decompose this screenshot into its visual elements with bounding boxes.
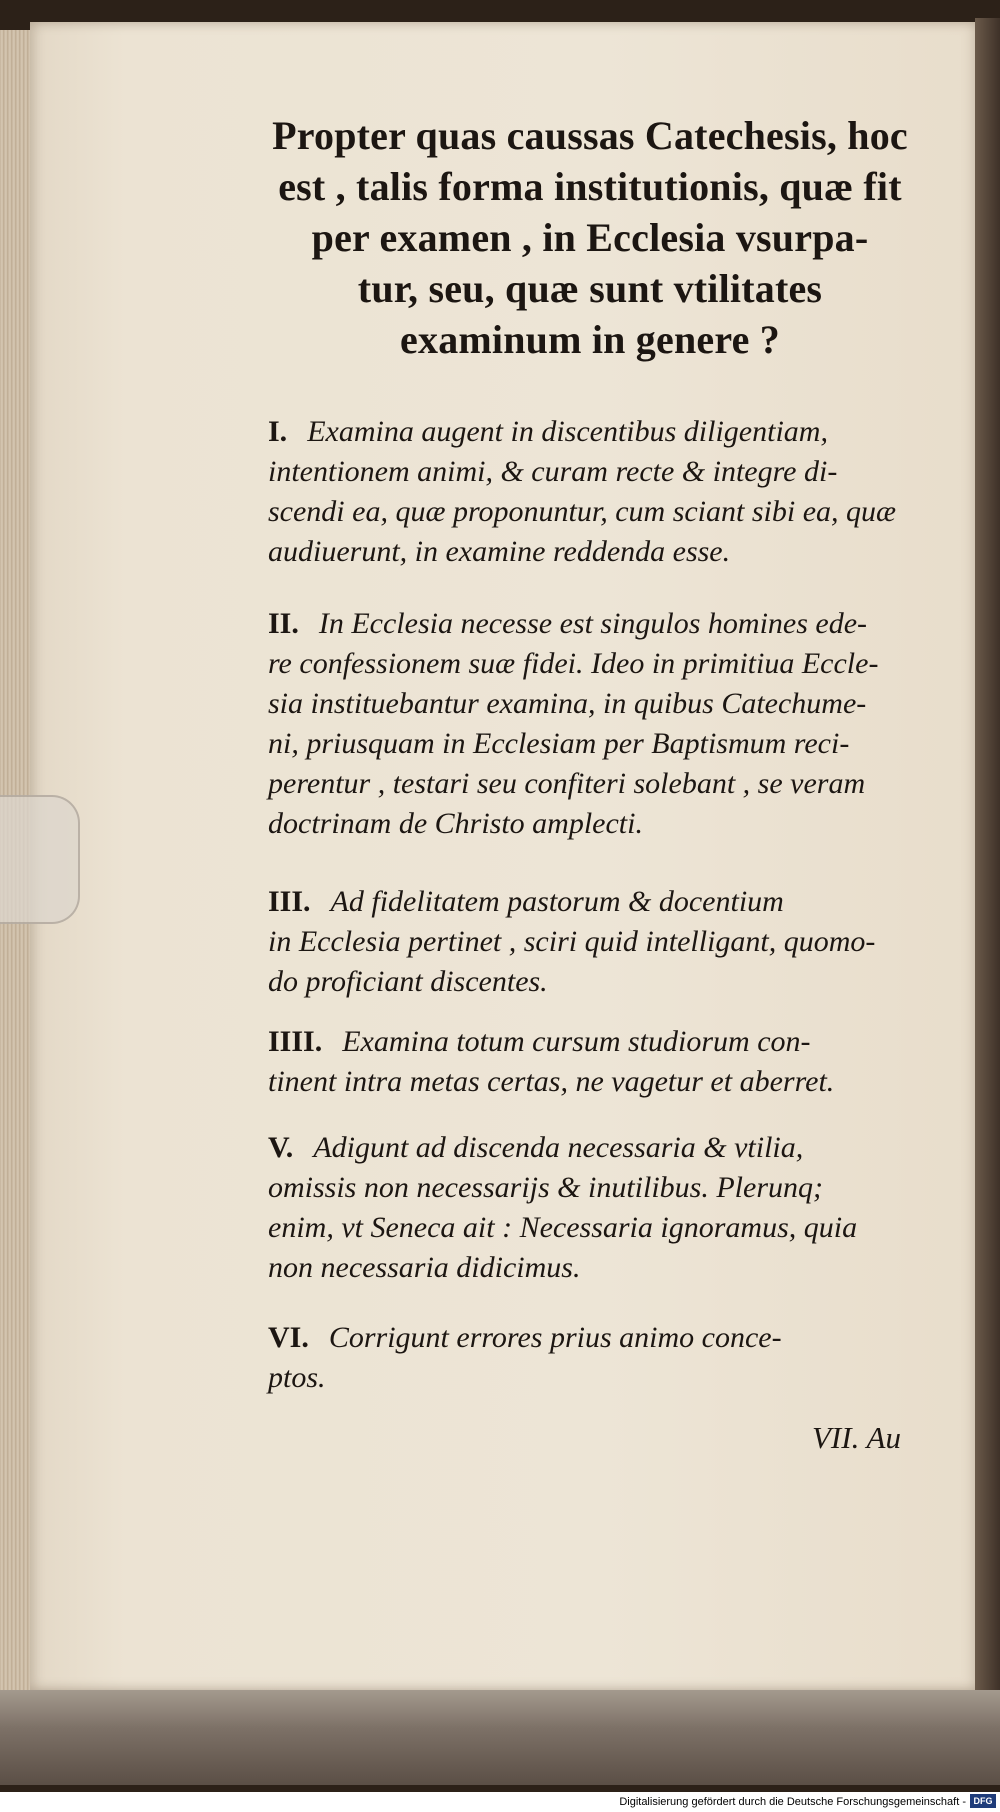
text-line: Corrigunt errores prius animo conce- [328,1321,782,1354]
text-line: in Ecclesia pertinet , sciri quid intelligant, quomo- [268,925,876,958]
text-line: doctrinam de Christo amplecti. [268,807,643,840]
text-line: tinent intra metas certas, ne vagetur et aberret. [268,1065,835,1098]
book-cover-bottom [0,1690,1000,1785]
heading-line: per examen , in Ecclesia vsurpa- [311,215,869,260]
catchword: VII. Au [812,1420,901,1455]
paragraph-number: VI. [268,1321,309,1354]
text-line: scendi ea, quæ proponuntur, cum sciant sibi ea, quæ [268,495,897,528]
text-line: ptos. [268,1361,326,1394]
text-line: omissis non necessarijs & inutilibus. Plerunq; [268,1171,823,1204]
text-line: do proficiant discentes. [268,965,548,998]
paragraph-4 [268,1022,958,1102]
heading-line: tur, seu, quæ sunt vtilitates [357,266,823,311]
paragraph-number: I. [268,415,288,448]
paragraph-3 [268,882,958,1002]
paragraph-number: III. [268,885,311,918]
text-line: Ad fidelitatem pastorum & docentium [330,885,784,918]
text-line: non necessaria didicimus. [268,1251,581,1284]
page-clip [0,795,80,924]
paragraph-5 [268,1128,958,1288]
heading-line: est , talis forma institutionis, quæ fit [278,164,902,209]
text-line: Examina totum cursum studiorum con- [342,1025,811,1058]
text-line: Examina augent in discentibus diligentiam, [307,415,828,448]
text-line: ni, priusquam in Ecclesiam per Baptismum reci- [268,727,850,760]
facing-page-edge [975,18,1000,1708]
text-line: re confessionem suæ fidei. Ideo in primitiua Eccle- [268,647,879,680]
paragraph-number: IIII. [268,1025,323,1058]
text-line: enim, vt Seneca ait : Necessaria ignoramus, quia [268,1211,858,1244]
footer-credit: Digitalisierung gefördert durch die Deutsche Forschungsgemeinschaft - [619,1796,966,1808]
chapter-heading [230,110,950,365]
text-line: intentionem animi, & curam recte & integre di- [268,455,838,488]
text-line: Adigunt ad discenda necessaria & vtilia, [313,1131,804,1164]
dfg-logo-icon: DFG [970,1794,996,1808]
text-line: sia instituebantur examina, in quibus Catechume- [268,687,867,720]
heading-line: examinum in genere ? [400,317,780,362]
paragraph-1 [268,412,958,572]
text-line: perentur , testari seu confiteri solebant , se veram [268,767,866,800]
text-line: In Ecclesia necesse est singulos homines ede- [318,607,868,640]
text-line: audiuerunt, in examine reddenda esse. [268,535,731,568]
heading-line: Propter quas caussas Catechesis, hoc [272,113,908,158]
paragraph-6 [268,1318,958,1398]
paragraph-number: II. [268,607,299,640]
paragraph-2 [268,604,958,844]
paragraph-number: V. [268,1131,294,1164]
